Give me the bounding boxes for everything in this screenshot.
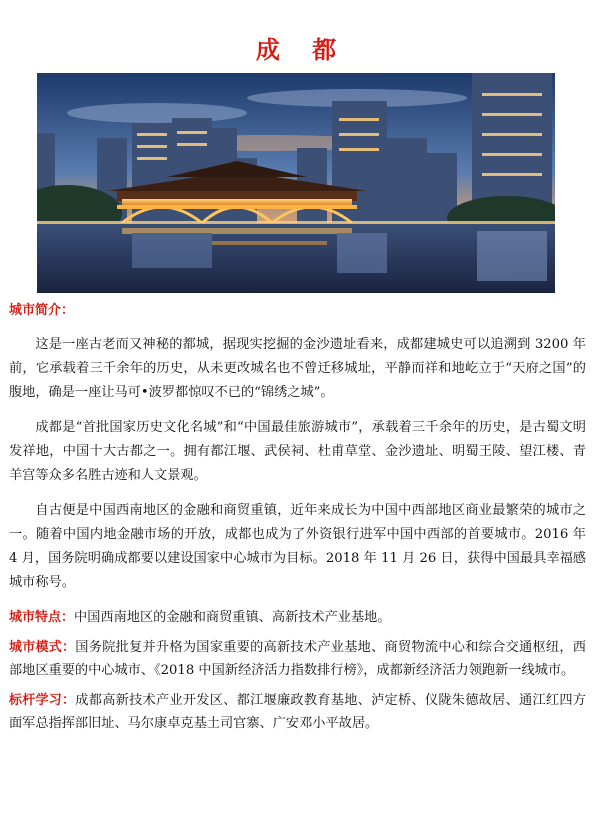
features-section: [9, 606, 586, 630]
intro-paragraph-2: 成都是“首批国家历史文化名城”和“中国最佳旅游城市”，承载着三千余年的历史，是古蜀文明发祥地，中国十大古都之一。拥有都江堰、武侯祠、杜甫草堂、金沙遗址、明蜀王陵、望江楼、青羊宫等众多名胜古迹和人文景观。: [9, 420, 586, 483]
page-title: 成 都: [255, 36, 349, 64]
content-body: [9, 301, 586, 742]
city-photo: [37, 73, 555, 293]
model-label: 城市模式：: [9, 639, 76, 655]
intro-label: 城市简介：: [9, 303, 75, 318]
intro-heading: [9, 301, 586, 321]
benchmark-section: [9, 689, 586, 736]
features-text: 中国西南地区的金融和商贸重镇、高新技术产业基地。: [74, 610, 391, 625]
chengdu-skyline-illustration: [37, 73, 555, 293]
features-label: 城市特点：: [9, 610, 75, 625]
intro-paragraph-3: 自古便是中国西南地区的金融和商贸重镇，近年来成长为中国中西部地区商业最繁荣的城市之一。随着中国内地金融市场的开放，成都也成为了外资银行进军中国中西部的首要城市。2016 年 4 月，国务院明确成都要以建设国家中心城市为目标。2018 年 11 月 26 日，获得中国最具幸福感城市称号。: [9, 503, 586, 590]
intro-paragraph-1: 这是一座古老而又神秘的都城，据现实挖掘的金沙遗址看来，成都建城史可以追溯到 3200 年前，它承载着三千余年的历史，从未更改城名也不曾迁移城址，平静而祥和地屹立于“天府之国”的腹地，确是一座让马可•波罗都惊叹不已的“锦绣之城”。: [9, 337, 586, 400]
benchmark-label: 标杆学习：: [9, 692, 76, 708]
model-text: 国务院批复并升格为国家重要的高新技术产业基地、商贸物流中心和综合交通枢纽，西部地区重要的中心城市、《2018 中国新经济活力指数排行榜》，成都新经济活力领跑新一线城市。: [9, 639, 586, 678]
benchmark-text: 成都高新技术产业开发区、都江堰廉政教育基地、泸定桥、仪陇朱德故居、通江红四方面军总指挥部旧址、马尔康卓克基土司官寨、广安邓小平故居。: [9, 692, 586, 731]
model-section: [9, 636, 586, 683]
